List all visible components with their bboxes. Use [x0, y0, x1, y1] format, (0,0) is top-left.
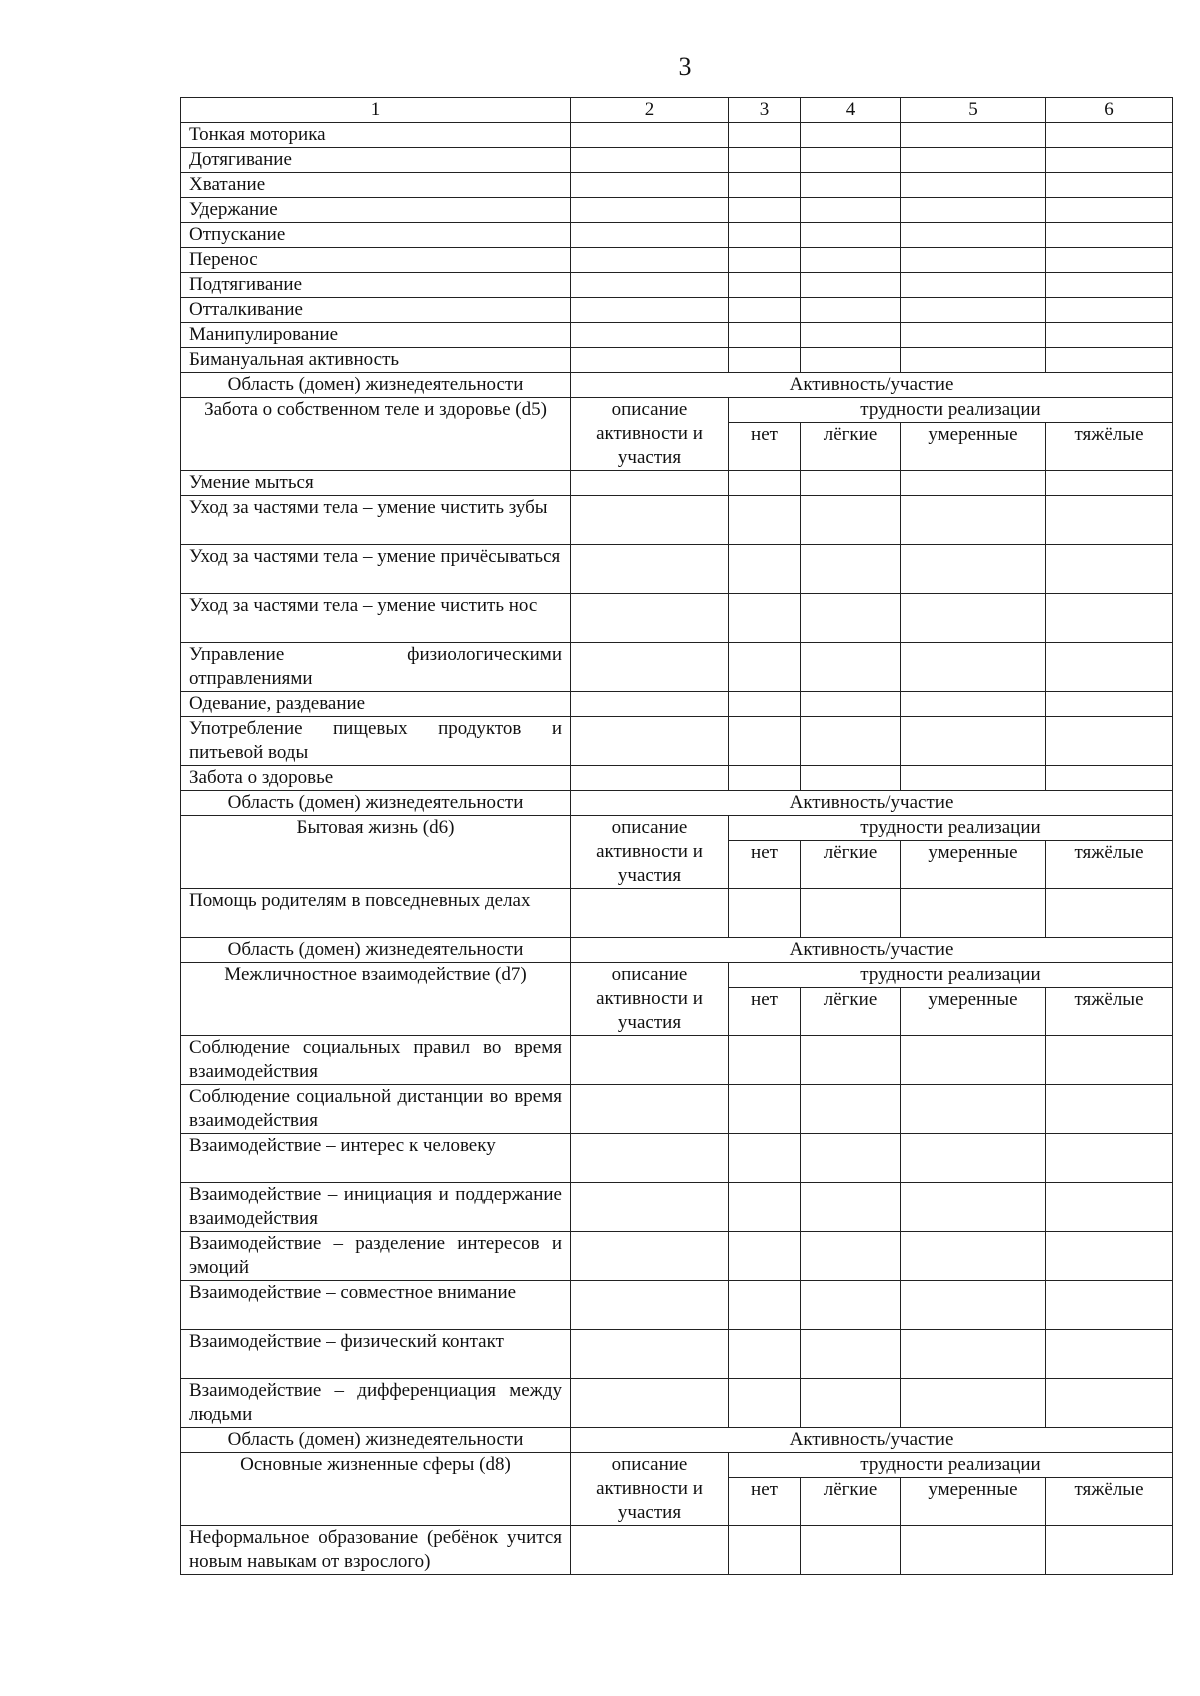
answer-cell[interactable]	[801, 323, 901, 348]
table-row	[181, 692, 1173, 717]
answer-cell[interactable]	[801, 766, 901, 791]
answer-cell[interactable]	[571, 1330, 729, 1379]
answer-cell[interactable]	[1046, 471, 1173, 496]
answer-cell[interactable]	[729, 643, 801, 692]
answer-cell[interactable]	[901, 1183, 1046, 1232]
answer-cell[interactable]	[901, 1134, 1046, 1183]
answer-cell[interactable]	[1046, 766, 1173, 791]
description-label: описание активности и участия	[571, 816, 729, 889]
answer-cell[interactable]	[729, 1281, 801, 1330]
difficulty-level: тяжёлые	[1046, 1478, 1173, 1526]
page-number: 3	[678, 52, 692, 81]
table-row	[181, 1330, 1173, 1379]
area-label: Область (домен) жизнедеятельности	[181, 938, 571, 963]
answer-cell[interactable]	[901, 1379, 1046, 1428]
answer-cell[interactable]	[801, 1526, 901, 1575]
answer-cell[interactable]	[1046, 692, 1173, 717]
activity-item: Помощь родителям в повседневных делах	[181, 889, 571, 938]
description-label: описание активности и участия	[571, 963, 729, 1036]
answer-cell[interactable]	[901, 348, 1046, 373]
area-label: Область (домен) жизнедеятельности	[181, 1428, 571, 1453]
column-number-row	[181, 98, 1173, 123]
table-row	[181, 1379, 1173, 1428]
answer-cell[interactable]	[1046, 496, 1173, 545]
answer-cell[interactable]	[901, 545, 1046, 594]
answer-cell[interactable]	[571, 496, 729, 545]
answer-cell[interactable]	[901, 148, 1046, 173]
answer-cell[interactable]	[729, 248, 801, 273]
answer-cell[interactable]	[801, 717, 901, 766]
answer-cell[interactable]	[801, 1134, 901, 1183]
difficulty-header: трудности реализации	[729, 398, 1173, 423]
activity-item: Взаимодействие – разделение интересов и эмоций	[181, 1232, 571, 1281]
answer-cell[interactable]	[729, 148, 801, 173]
answer-cell[interactable]	[901, 173, 1046, 198]
answer-cell[interactable]	[1046, 123, 1173, 148]
area-label: Область (домен) жизнедеятельности	[181, 373, 571, 398]
answer-cell[interactable]	[571, 766, 729, 791]
activity-item: Соблюдение социальной дистанции во время взаимодействия	[181, 1085, 571, 1134]
activity-item: Взаимодействие – совместное внимание	[181, 1281, 571, 1330]
section-subheader-row	[181, 963, 1173, 988]
answer-cell[interactable]	[729, 1036, 801, 1085]
answer-cell[interactable]	[801, 1183, 901, 1232]
answer-cell[interactable]	[801, 248, 901, 273]
answer-cell[interactable]	[729, 323, 801, 348]
fine-motor-item: Бимануальная активность	[181, 348, 571, 373]
difficulty-level: умеренные	[901, 423, 1046, 471]
activity-header: Активность/участие	[571, 1428, 1173, 1453]
answer-cell[interactable]	[801, 173, 901, 198]
answer-cell[interactable]	[571, 198, 729, 223]
table-row	[181, 298, 1173, 323]
description-label: описание активности и участия	[571, 398, 729, 471]
answer-cell[interactable]	[801, 1036, 901, 1085]
section-title: Забота о собственном теле и здоровье (d5)	[181, 398, 571, 471]
difficulty-level: тяжёлые	[1046, 988, 1173, 1036]
answer-cell[interactable]	[1046, 148, 1173, 173]
answer-cell[interactable]	[801, 692, 901, 717]
table-row	[181, 545, 1173, 594]
answer-cell[interactable]	[801, 1232, 901, 1281]
table-row	[181, 1183, 1173, 1232]
table-row	[181, 1281, 1173, 1330]
answer-cell[interactable]	[1046, 594, 1173, 643]
answer-cell[interactable]	[571, 348, 729, 373]
table-row	[181, 123, 1173, 148]
answer-cell[interactable]	[1046, 248, 1173, 273]
activity-item: Уход за частями тела – умение чистить зубы	[181, 496, 571, 545]
answer-cell[interactable]	[901, 496, 1046, 545]
activity-header: Активность/участие	[571, 791, 1173, 816]
answer-cell[interactable]	[1046, 1281, 1173, 1330]
answer-cell[interactable]	[1046, 273, 1173, 298]
answer-cell[interactable]	[901, 298, 1046, 323]
answer-cell[interactable]	[571, 148, 729, 173]
answer-cell[interactable]	[729, 1330, 801, 1379]
answer-cell[interactable]	[1046, 643, 1173, 692]
table-row	[181, 594, 1173, 643]
answer-cell[interactable]	[901, 1232, 1046, 1281]
activity-item: Соблюдение социальных правил во время взаимодействия	[181, 1036, 571, 1085]
answer-cell[interactable]	[729, 496, 801, 545]
answer-cell[interactable]	[729, 1379, 801, 1428]
answer-cell[interactable]	[571, 471, 729, 496]
answer-cell[interactable]	[729, 223, 801, 248]
answer-cell[interactable]	[571, 1085, 729, 1134]
activity-item: Умение мыться	[181, 471, 571, 496]
section-title: Основные жизненные сферы (d8)	[181, 1453, 571, 1526]
answer-cell[interactable]	[1046, 1379, 1173, 1428]
answer-cell[interactable]	[1046, 717, 1173, 766]
activity-item: Управление физиологическими отправлениями	[181, 643, 571, 692]
activity-item: Взаимодействие – интерес к человеку	[181, 1134, 571, 1183]
answer-cell[interactable]	[729, 298, 801, 323]
section-header-row	[181, 1428, 1173, 1453]
area-label: Область (домен) жизнедеятельности	[181, 791, 571, 816]
answer-cell[interactable]	[801, 643, 901, 692]
answer-cell[interactable]	[1046, 889, 1173, 938]
answer-cell[interactable]	[571, 173, 729, 198]
answer-cell[interactable]	[1046, 1134, 1173, 1183]
description-label: описание активности и участия	[571, 1453, 729, 1526]
fine-motor-item: Удержание	[181, 198, 571, 223]
answer-cell[interactable]	[1046, 348, 1173, 373]
answer-cell[interactable]	[901, 273, 1046, 298]
answer-cell[interactable]	[729, 471, 801, 496]
answer-cell[interactable]	[571, 248, 729, 273]
answer-cell[interactable]	[729, 348, 801, 373]
answer-cell[interactable]	[571, 1379, 729, 1428]
answer-cell[interactable]	[729, 594, 801, 643]
activity-item: Взаимодействие – инициация и поддержание взаимодействия	[181, 1183, 571, 1232]
answer-cell[interactable]	[571, 223, 729, 248]
activity-header: Активность/участие	[571, 373, 1173, 398]
answer-cell[interactable]	[901, 594, 1046, 643]
answer-cell[interactable]	[729, 1085, 801, 1134]
answer-cell[interactable]	[801, 273, 901, 298]
difficulty-level: нет	[729, 988, 801, 1036]
difficulty-level: лёгкие	[801, 841, 901, 889]
answer-cell[interactable]	[901, 123, 1046, 148]
answer-cell[interactable]	[729, 717, 801, 766]
answer-cell[interactable]	[571, 594, 729, 643]
answer-cell[interactable]	[901, 198, 1046, 223]
answer-cell[interactable]	[729, 1183, 801, 1232]
activity-item: Неформальное образование (ребёнок учится новым навыкам от взрослого)	[181, 1526, 571, 1575]
answer-cell[interactable]	[1046, 223, 1173, 248]
answer-cell[interactable]	[729, 198, 801, 223]
table-row	[181, 1036, 1173, 1085]
difficulty-level: умеренные	[901, 988, 1046, 1036]
section-title: Межличностное взаимодействие (d7)	[181, 963, 571, 1036]
table-row	[181, 471, 1173, 496]
answer-cell[interactable]	[729, 1232, 801, 1281]
answer-cell[interactable]	[901, 692, 1046, 717]
answer-cell[interactable]	[571, 717, 729, 766]
column-number: 6	[1046, 98, 1173, 123]
fine-motor-item: Подтягивание	[181, 273, 571, 298]
answer-cell[interactable]	[1046, 1085, 1173, 1134]
answer-cell[interactable]	[571, 123, 729, 148]
fine-motor-title: Тонкая моторика	[181, 123, 571, 148]
answer-cell[interactable]	[571, 1036, 729, 1085]
table-row	[181, 717, 1173, 766]
fine-motor-item: Манипулирование	[181, 323, 571, 348]
column-number: 3	[729, 98, 801, 123]
fine-motor-item: Дотягивание	[181, 148, 571, 173]
answer-cell[interactable]	[801, 348, 901, 373]
table-row	[181, 348, 1173, 373]
answer-cell[interactable]	[1046, 1526, 1173, 1575]
table-row	[181, 1134, 1173, 1183]
section-subheader-row	[181, 816, 1173, 841]
answer-cell[interactable]	[571, 643, 729, 692]
table-row	[181, 1232, 1173, 1281]
fine-motor-item: Отпускание	[181, 223, 571, 248]
answer-cell[interactable]	[571, 692, 729, 717]
table-row	[181, 643, 1173, 692]
column-number: 4	[801, 98, 901, 123]
difficulty-level: лёгкие	[801, 1478, 901, 1526]
answer-cell[interactable]	[729, 1526, 801, 1575]
table-row	[181, 148, 1173, 173]
answer-cell[interactable]	[571, 1526, 729, 1575]
answer-cell[interactable]	[1046, 323, 1173, 348]
table-row	[181, 889, 1173, 938]
answer-cell[interactable]	[901, 1281, 1046, 1330]
difficulty-header: трудности реализации	[729, 963, 1173, 988]
answer-cell[interactable]	[1046, 1036, 1173, 1085]
answer-cell[interactable]	[729, 766, 801, 791]
answer-cell[interactable]	[901, 1036, 1046, 1085]
table-row	[181, 248, 1173, 273]
answer-cell[interactable]	[729, 273, 801, 298]
table-row	[181, 273, 1173, 298]
difficulty-level: лёгкие	[801, 988, 901, 1036]
answer-cell[interactable]	[1046, 545, 1173, 594]
section-subheader-row	[181, 398, 1173, 423]
answer-cell[interactable]	[571, 545, 729, 594]
answer-cell[interactable]	[901, 471, 1046, 496]
activity-item: Уход за частями тела – умение чистить нос	[181, 594, 571, 643]
answer-cell[interactable]	[801, 1330, 901, 1379]
answer-cell[interactable]	[801, 594, 901, 643]
answer-cell[interactable]	[729, 173, 801, 198]
answer-cell[interactable]	[901, 1330, 1046, 1379]
answer-cell[interactable]	[801, 223, 901, 248]
answer-cell[interactable]	[801, 471, 901, 496]
answer-cell[interactable]	[571, 889, 729, 938]
answer-cell[interactable]	[801, 496, 901, 545]
difficulty-level: умеренные	[901, 841, 1046, 889]
answer-cell[interactable]	[901, 223, 1046, 248]
activity-item: Забота о здоровье	[181, 766, 571, 791]
answer-cell[interactable]	[901, 1085, 1046, 1134]
fine-motor-item: Хватание	[181, 173, 571, 198]
section-header-row	[181, 938, 1173, 963]
answer-cell[interactable]	[1046, 198, 1173, 223]
answer-cell[interactable]	[729, 889, 801, 938]
answer-cell[interactable]	[1046, 1330, 1173, 1379]
difficulty-level: лёгкие	[801, 423, 901, 471]
answer-cell[interactable]	[1046, 1232, 1173, 1281]
answer-cell[interactable]	[729, 692, 801, 717]
difficulty-level: нет	[729, 1478, 801, 1526]
answer-cell[interactable]	[801, 198, 901, 223]
activity-item: Употребление пищевых продуктов и питьевой воды	[181, 717, 571, 766]
answer-cell[interactable]	[801, 298, 901, 323]
answer-cell[interactable]	[901, 643, 1046, 692]
answer-cell[interactable]	[901, 248, 1046, 273]
answer-cell[interactable]	[901, 766, 1046, 791]
answer-cell[interactable]	[801, 123, 901, 148]
table-row	[181, 1526, 1173, 1575]
table-row	[181, 323, 1173, 348]
answer-cell[interactable]	[729, 1134, 801, 1183]
activity-item: Взаимодействие – дифференциация между людьми	[181, 1379, 571, 1428]
answer-cell[interactable]	[571, 1134, 729, 1183]
column-number: 2	[571, 98, 729, 123]
answer-cell[interactable]	[801, 889, 901, 938]
difficulty-level: тяжёлые	[1046, 423, 1173, 471]
answer-cell[interactable]	[571, 1183, 729, 1232]
answer-cell[interactable]	[571, 323, 729, 348]
table-row	[181, 1085, 1173, 1134]
section-header-row	[181, 373, 1173, 398]
table-row	[181, 198, 1173, 223]
answer-cell[interactable]	[901, 1526, 1046, 1575]
answer-cell[interactable]	[901, 889, 1046, 938]
activity-item: Одевание, раздевание	[181, 692, 571, 717]
difficulty-level: нет	[729, 423, 801, 471]
activity-item: Взаимодействие – физический контакт	[181, 1330, 571, 1379]
difficulty-header: трудности реализации	[729, 816, 1173, 841]
difficulty-level: тяжёлые	[1046, 841, 1173, 889]
fine-motor-item: Перенос	[181, 248, 571, 273]
answer-cell[interactable]	[801, 1281, 901, 1330]
activity-header: Активность/участие	[571, 938, 1173, 963]
answer-cell[interactable]	[571, 1232, 729, 1281]
section-title: Бытовая жизнь (d6)	[181, 816, 571, 889]
table-row	[181, 496, 1173, 545]
answer-cell[interactable]	[901, 717, 1046, 766]
answer-cell[interactable]	[801, 148, 901, 173]
difficulty-level: умеренные	[901, 1478, 1046, 1526]
answer-cell[interactable]	[571, 298, 729, 323]
fine-motor-item: Отталкивание	[181, 298, 571, 323]
column-number: 1	[181, 98, 571, 123]
section-subheader-row	[181, 1453, 1173, 1478]
table-row	[181, 223, 1173, 248]
section-header-row	[181, 791, 1173, 816]
table-row	[181, 766, 1173, 791]
difficulty-level: нет	[729, 841, 801, 889]
answer-cell[interactable]	[801, 1379, 901, 1428]
answer-cell[interactable]	[571, 1281, 729, 1330]
answer-cell[interactable]	[1046, 298, 1173, 323]
answer-cell[interactable]	[801, 1085, 901, 1134]
answer-cell[interactable]	[729, 545, 801, 594]
answer-cell[interactable]	[571, 273, 729, 298]
column-number: 5	[901, 98, 1046, 123]
answer-cell[interactable]	[801, 545, 901, 594]
difficulty-header: трудности реализации	[729, 1453, 1173, 1478]
answer-cell[interactable]	[1046, 1183, 1173, 1232]
table-row	[181, 173, 1173, 198]
activity-item: Уход за частями тела – умение причёсываться	[181, 545, 571, 594]
answer-cell[interactable]	[729, 123, 801, 148]
answer-cell[interactable]	[901, 323, 1046, 348]
answer-cell[interactable]	[1046, 173, 1173, 198]
assessment-table	[180, 97, 1173, 1575]
